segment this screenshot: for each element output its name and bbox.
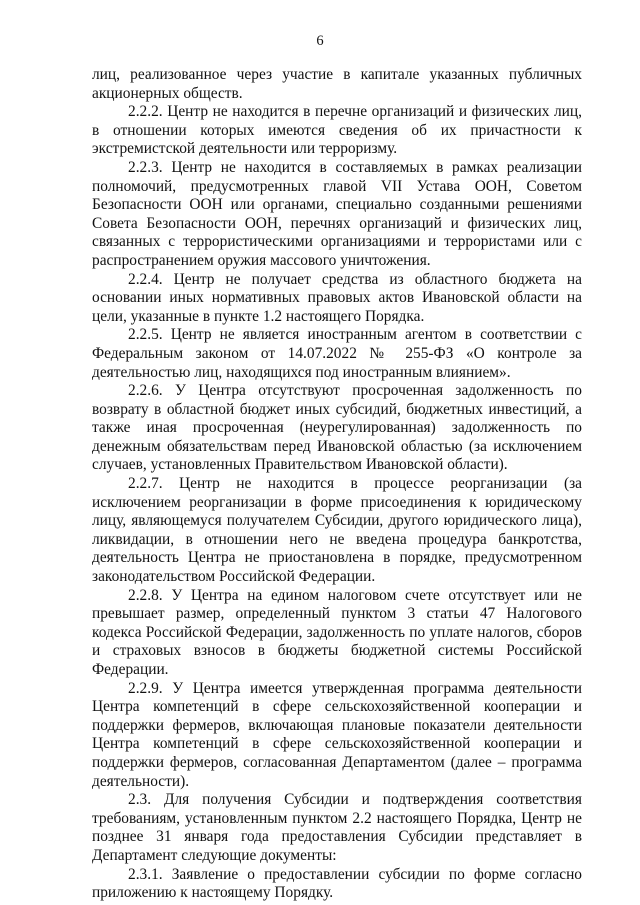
- paragraph-2-2-5: 2.2.5. Центр не является иностранным агентом в соответствии с Федеральным законом от 14.07.2022 № 255-ФЗ «О контроле за деятельностью лиц, находящихся под иностранным влиянием».: [92, 326, 582, 381]
- paragraph-2-2-2: 2.2.2. Центр не находится в перечне организаций и физических лиц, в отношении которых имеются сведения об их причастности к экстремистской деятельности или терроризму.: [92, 103, 582, 158]
- paragraph-2-3-1: 2.3.1. Заявление о предоставлении субсидии по форме согласно приложению к настоящему Порядку.: [92, 865, 582, 902]
- paragraph-continuation: лиц, реализованное через участие в капитале указанных публичных акционерных обществ.: [92, 66, 582, 102]
- page-number: 6: [316, 33, 324, 49]
- paragraph-2-2-8: 2.2.8. У Центра на едином налоговом счете отсутствует или не превышает размер, определенный пунктом 3 статьи 47 Налогового кодекса Российской Федерации, задолженность по уплате налогов, сборов и страховых взносов в бюджеты бюджетной системы Российской Федерации.: [92, 586, 582, 678]
- paragraph-2-2-4: 2.2.4. Центр не получает средства из областного бюджета на основании иных нормативных правовых актов Ивановской области на цели, указанные в пункте 1.2 настоящего Порядка.: [92, 270, 582, 325]
- paragraph-2-2-3: 2.2.3. Центр не находится в составляемых в рамках реализации полномочий, предусмотренных главой VII Устава ООН, Советом Безопасности ООН или органами, специально созданными решениями Совета Безопасности ООН, перечнях организаций и физических лиц, связанных с террористическими организациями и террористами или с распространением оружия массового уничтожения.: [92, 158, 582, 269]
- document-body: [92, 66, 582, 903]
- paragraph-2-3: 2.3. Для получения Субсидии и подтверждения соответствия требованиям, установленным пунктом 2.2 настоящего Порядка, Центр не позднее 31 января года предоставления Субсидии представляет в Департамент следующие документы:: [92, 791, 582, 864]
- paragraph-2-2-7: 2.2.7. Центр не находится в процессе реорганизации (за исключением реорганизации в форме присоединения к юридическому лицу, являющемуся получателем Субсидии, другого юридического лица), ликвидации, в отношении него не введена процедура банкротства, деятельность Центра не приостановлена в порядке, предусмотренном законодательством Российской Федерации.: [92, 475, 582, 586]
- paragraph-2-2-6: 2.2.6. У Центра отсутствуют просроченная задолженность по возврату в областной бюджет иных субсидий, бюджетных инвестиций, а также иная просроченная (неурегулированная) задолженность по денежным обязательствам перед Ивановской областью (за исключением случаев, установленных Правительством Ивановской области).: [92, 382, 582, 474]
- paragraph-2-2-9: 2.2.9. У Центра имеется утвержденная программа деятельности Центра компетенций в сфере сельскохозяйственной кооперации и поддержки фермеров, включающая плановые показатели деятельности Центра компетенций в сфере сельскохозяйственной кооперации и поддержки фермеров, согласованная Департаментом (далее – программа деятельности).: [92, 679, 582, 790]
